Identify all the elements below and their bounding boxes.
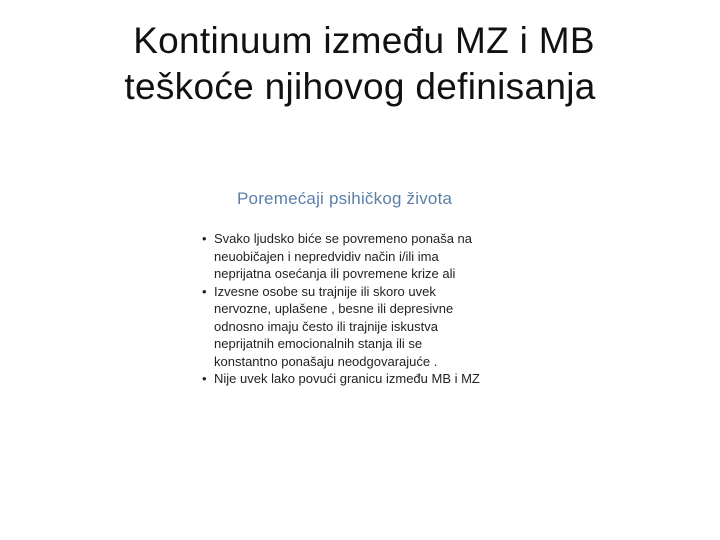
slide-title-line-1: Kontinuum između MZ i MB xyxy=(133,20,595,61)
bullet-icon: • xyxy=(202,283,207,299)
bullet-text-line: Svako ljudsko biće se povremeno ponaša na xyxy=(214,231,472,246)
bullet-text-line: neuobičajen i nepredvidiv način i/ili ima xyxy=(214,248,439,264)
bullet-text-line: nervozne, uplašene , besne ili depresivne xyxy=(214,301,454,316)
bullet-text-line: odnosno imaju često ili trajnije iskustva xyxy=(214,318,438,334)
embedded-slide-image xyxy=(190,182,530,397)
slide-title-line-2: teškoće njihovog definisanja xyxy=(124,66,596,107)
bullet-icon: • xyxy=(202,371,207,386)
bullet-text-line: neprijatnih emocionalnih stanja ili se xyxy=(214,336,423,351)
bullet-list xyxy=(202,230,522,388)
bullet-text-line: neprijatna osećanja ili povremene krize ali xyxy=(214,266,456,281)
slide-title xyxy=(0,18,720,110)
bullet-text-line: Izvesne osobe su trajnije ili skoro uvek xyxy=(214,283,436,299)
bullet-text-line: Nije uvek lako povući granicu između MB i MZ xyxy=(214,371,480,386)
bullet-item xyxy=(202,370,522,388)
bullet-text-line: konstantno ponašaju neodgovarajuće . xyxy=(214,353,438,369)
bullet-item xyxy=(202,230,522,283)
bullet-item xyxy=(202,283,522,371)
bullet-icon: • xyxy=(202,231,207,246)
embedded-heading: Poremećaji psihičkog života xyxy=(237,189,453,208)
